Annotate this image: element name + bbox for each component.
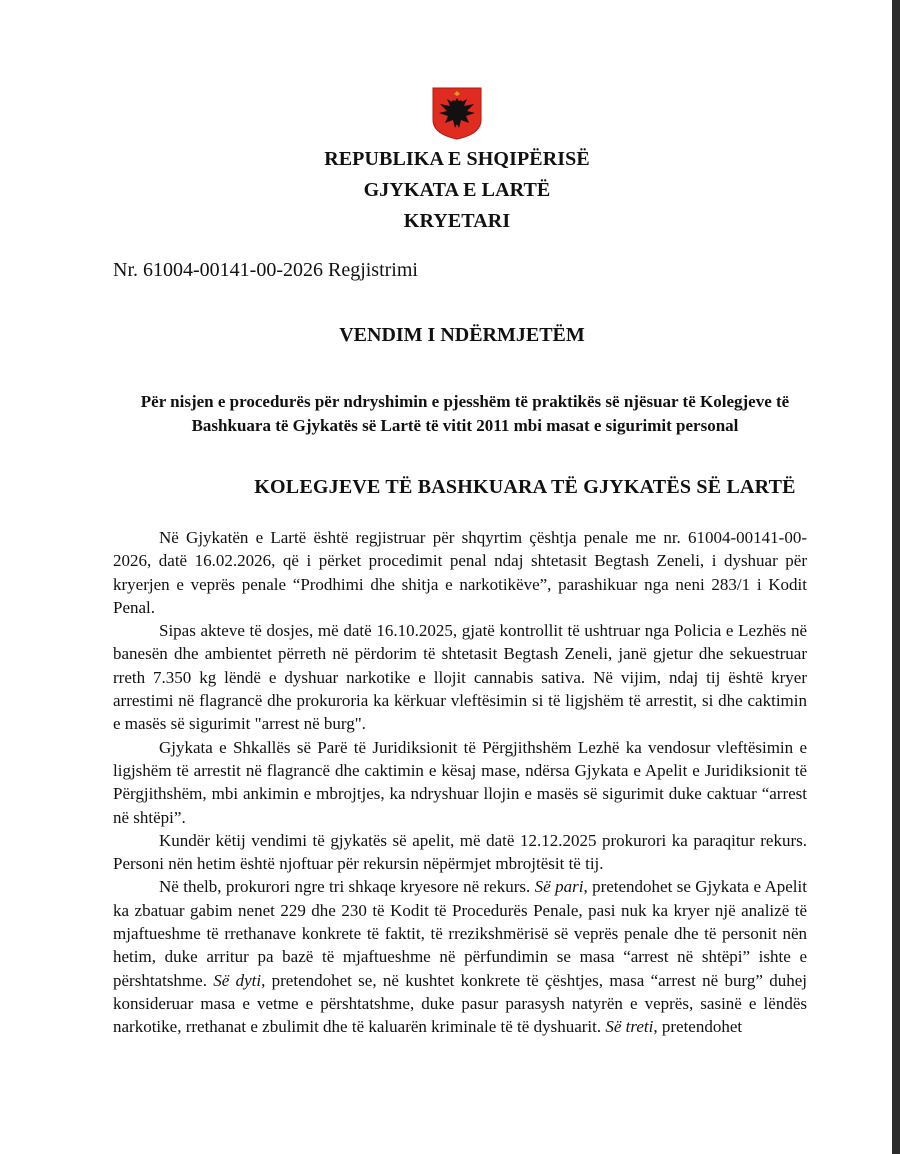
albania-emblem-icon	[431, 86, 483, 140]
p5-third-point: Së treti	[605, 1017, 654, 1037]
document-title: VENDIM I NDËRMJETËM	[339, 324, 585, 346]
p5-text-a: Në thelb, prokurori ngre tri shkaqe kryesore në rekurs.	[159, 877, 535, 897]
subject-line-2: Bashkuara të Gjykatës së Lartë të vitit 2011 mbi masat e sigurimit personal	[191, 416, 739, 435]
paragraph-3: Gjykata e Shkallës së Parë të Juridiksionit të Përgjithshëm Lezhë ka vendosur vleftësimin e ligjshëm të arrestit në flagrancë dhe caktimin e kësaj mase, ndërsa Gjykata e Apelit e Juridiksionit të Përgjithshëm, mbi ankimin e mbrojtjes, ka ndryshuar llojin e masës së sigurimit duke caktuar “arrest në shtëpi”.	[113, 737, 807, 827]
institution-header	[0, 144, 900, 237]
p5-text-e: , pretendohet se, në kushtet konkrete të çështjes, masa “arrest në burg” duhej konsideruar masa e vetme e përshtatshme, duke pasur parasysh natyrën e veprës, sasinë e lëndës narkotike, rrethanat e zbulimit dhe të kaluarën kriminale të të dyshuarit.	[113, 970, 807, 1037]
p5-second-point: Së dyti	[213, 970, 262, 990]
paragraph-4: Kundër këtij vendimi të gjykatës së apelit, më datë 12.12.2025 prokurori ka paraqitur rekurs. Personi nën hetim është njoftuar për rekursin nëpërmjet mbrojtësit të tij.	[113, 830, 807, 874]
p5-first-point: Së pari	[534, 877, 584, 897]
paragraph-1: Në Gjykatën e Lartë është regjistruar për shqyrtim çështja penale me nr. 61004-00141-00-2026, datë 16.02.2026, që i përket procedimit penal ndaj shtetasit Begtash Zeneli, i dyshuar për kryerjen e veprës penale “Prodhimi dhe shitja e narkotikëve”, parashikuar nga neni 283/1 i Kodit Penal.	[113, 528, 807, 617]
registration-number: Nr. 61004-00141-00-2026 Regjistrimi	[113, 259, 418, 281]
header-line-chairman: KRYETARI	[403, 210, 511, 232]
paragraph-2: Sipas akteve të dosjes, më datë 16.10.2025, gjatë kontrollit të ushtruar nga Policia e Lezhës në banesën dhe ambientet përreth në përdorim të shtetasit Begtash Zeneli, janë gjetur dhe sekuestruar rreth 7.350 kg lëndë e dyshuar narkotike e llojit cannabis sativa. Në vijim, ndaj tij është kryer arrestimi në flagrancë dhe prokuroria ka kërkuar vleftësimin si të ligjshëm të arrestit, si dhe caktimin e masës së sigurimit "arrest në burg".	[113, 621, 807, 734]
document-subject	[105, 390, 825, 438]
p5-text-g: , pretendohet	[653, 1017, 743, 1037]
document-body	[113, 526, 807, 1039]
college-heading: KOLEGJEVE TË BASHKUARA TË GJYKATËS SË LARTË	[254, 476, 796, 498]
header-line-court: GJYKATA E LARTË	[363, 179, 551, 201]
header-line-republic: REPUBLIKA E SHQIPËRISË	[324, 148, 590, 170]
paragraph-5	[113, 875, 807, 1038]
subject-line-1: Për nisjen e procedurës për ndryshimin e pjesshëm të praktikës së njësuar të Kolegjeve të	[140, 392, 790, 411]
p5-text-c: , pretendohet se Gjykata e Apelit ka zbatuar gabim nenet 229 dhe 230 të Kodit të Procedurës Penale, pasi nuk ka kryer një analizë të mjaftueshme të rrethanave konkrete të faktit, të rrezikshmërisë së veprës penale dhe të personit nën hetim, duke arritur pa bazë të mjaftueshme në përfundimin se masa “arrest në shtëpi” ishte e përshtatshme.	[113, 877, 807, 990]
